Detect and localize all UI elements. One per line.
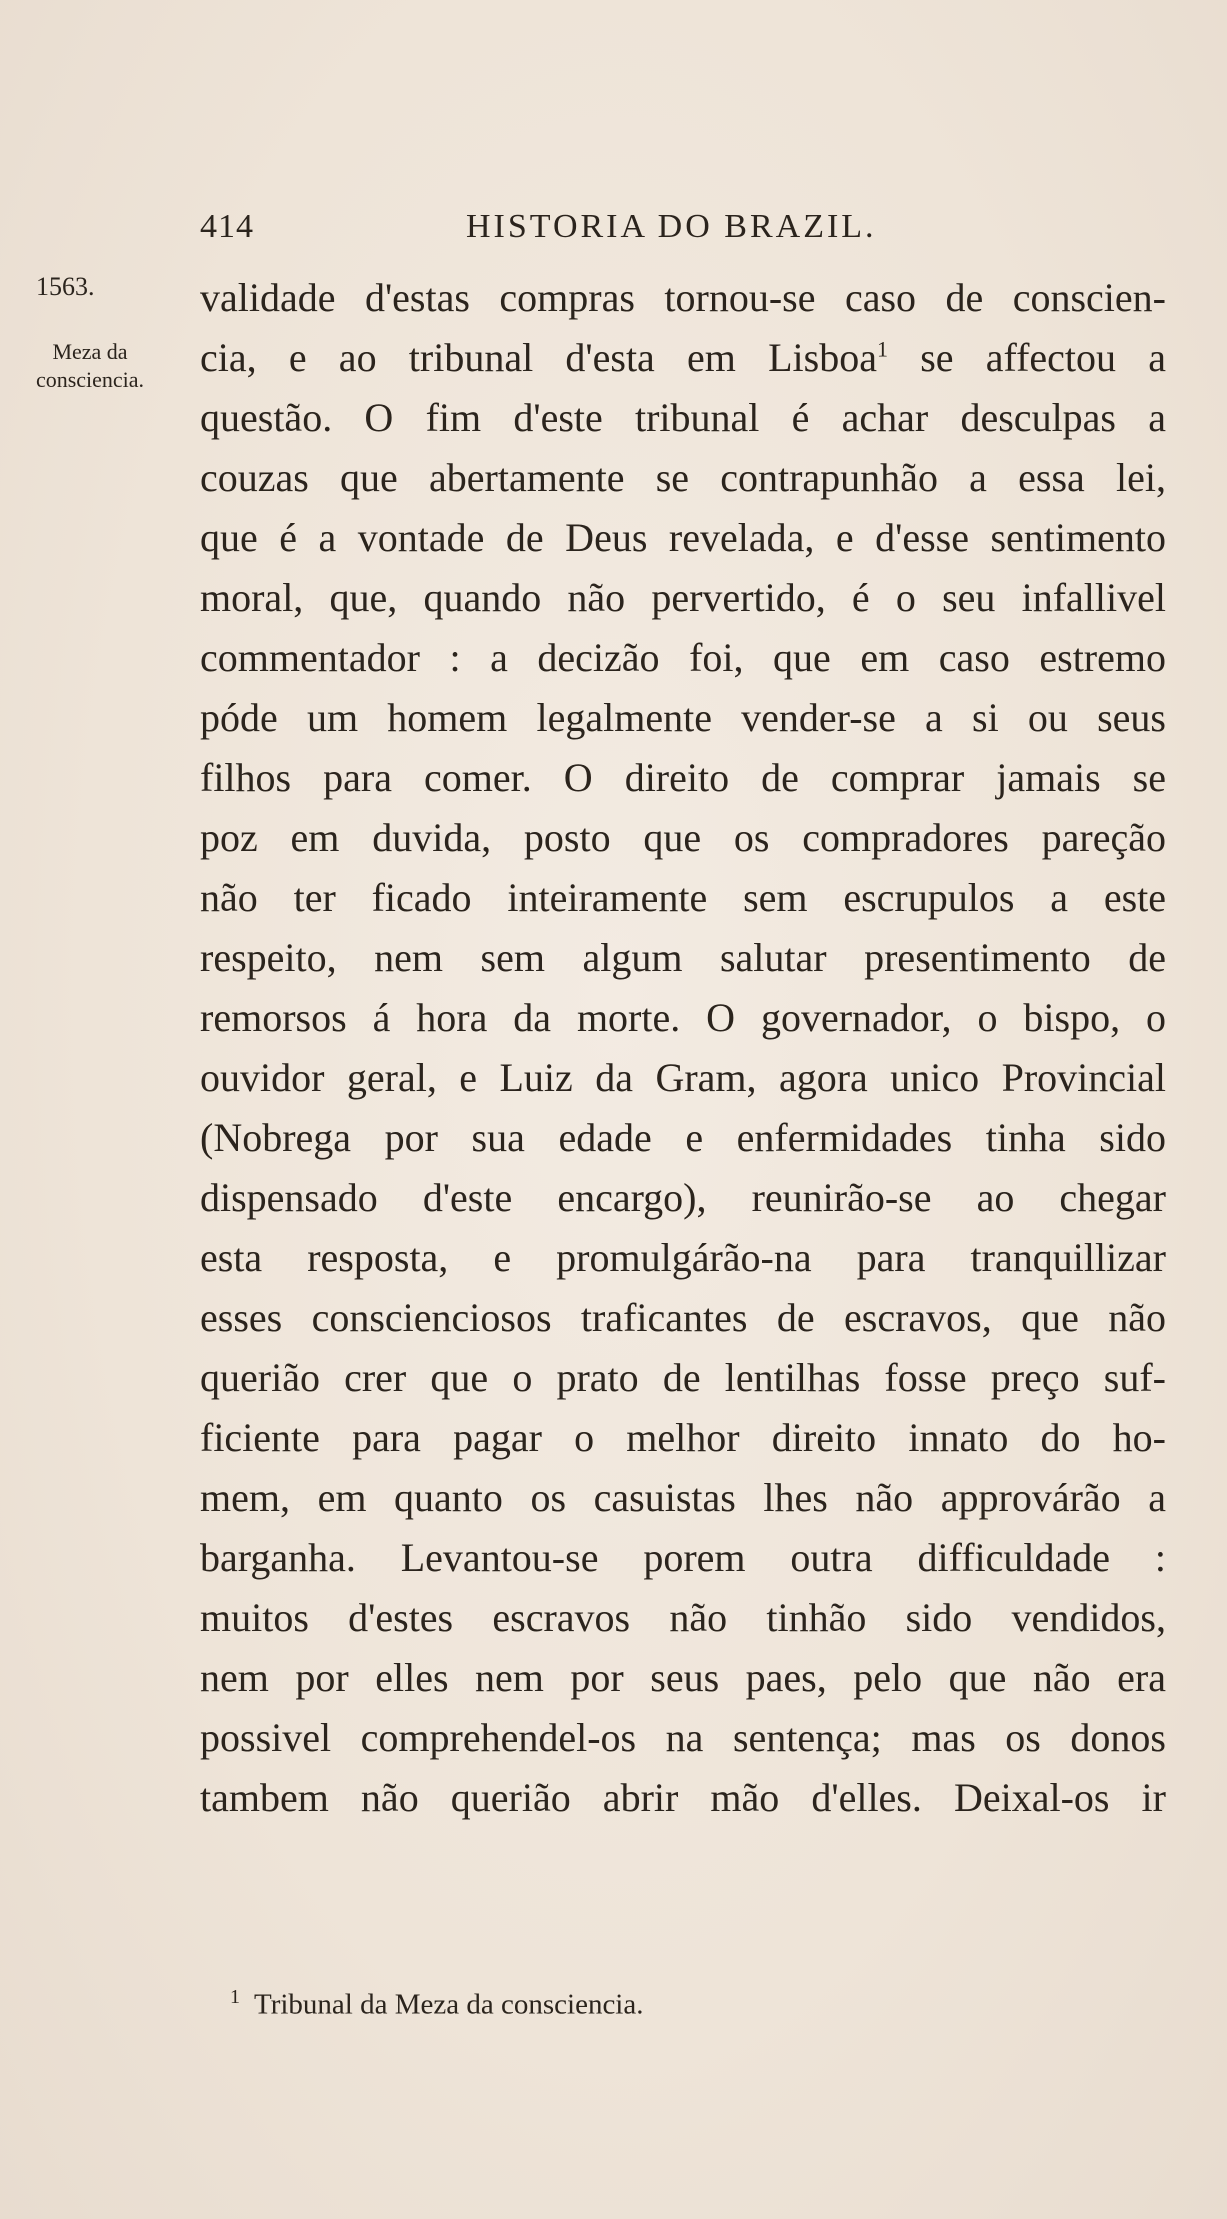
text-line: moral, que, quando não pervertido, é o seu infallivel — [200, 575, 1166, 620]
text-line: questão. O fim d'este tribunal é achar desculpas a — [200, 395, 1166, 440]
body-text — [200, 268, 1166, 1828]
text-line: validade d'estas compras tornou-se caso de conscien- — [200, 275, 1166, 320]
text-line: mem, em quanto os casuistas lhes não approvárão a — [200, 1475, 1166, 1520]
text-line: (Nobrega por sua edade e enfermidades tinha sido — [200, 1115, 1166, 1160]
text-line: esses conscienciosos traficantes de escravos, que não — [200, 1295, 1166, 1340]
text-line: tambem não querião abrir mão d'elles. Deixal-os ir — [200, 1775, 1166, 1820]
text-line: não ter ficado inteiramente sem escrupulos a este — [200, 875, 1166, 920]
text-line: nem por elles nem por seus paes, pelo que não era — [200, 1655, 1166, 1700]
text-line: póde um homem legalmente vender-se a si ou seus — [200, 695, 1166, 740]
text-line: ouvidor geral, e Luiz da Gram, agora unico Provincial — [200, 1055, 1166, 1100]
footnote-reference: 1 — [876, 336, 888, 362]
text-line: que é a vontade de Deus revelada, e d'esse sentimento — [200, 515, 1166, 560]
margin-note-line: consciencia. — [35, 367, 145, 392]
text-line: poz em duvida, posto que os compradores pareção — [200, 815, 1166, 860]
page-number: 414 — [200, 208, 254, 245]
text-line — [200, 328, 1166, 388]
text-line: querião crer que o prato de lentilhas fosse preço suf- — [200, 1355, 1166, 1400]
margin-year: 1563. — [36, 272, 95, 301]
footnote-text: Tribunal da Meza da consciencia. — [254, 1988, 644, 2021]
text-line: filhos para comer. O direito de comprar jamais se — [200, 755, 1166, 800]
text-line-start: cia, e ao tribunal d'esta em Lisboa — [200, 335, 877, 380]
text-line: ficiente para pagar o melhor direito innato do ho- — [200, 1415, 1166, 1460]
text-line: muitos d'estes escravos não tinhão sido vendidos, — [200, 1595, 1166, 1640]
running-title: HISTORIA DO BRAZIL. — [466, 208, 877, 245]
margin-note-line: Meza da — [52, 339, 128, 364]
text-line: dispensado d'este encargo), reunirão-se ao chegar — [200, 1175, 1166, 1220]
text-line: commentador : a decizão foi, que em caso estremo — [200, 635, 1166, 680]
text-line-end: se affectou a — [887, 335, 1166, 380]
text-line: possivel comprehendel-os na sentença; mas os donos — [200, 1715, 1166, 1760]
text-line: esta resposta, e promulgárão-na para tranquillizar — [200, 1235, 1166, 1280]
margin-note — [0, 338, 180, 394]
text-line: respeito, nem sem algum salutar presentimento de — [200, 935, 1166, 980]
footnote — [230, 1986, 644, 2022]
text-line: remorsos á hora da morte. O governador, o bispo, o — [200, 995, 1166, 1040]
footnote-marker: 1 — [230, 1986, 240, 2008]
text-line: barganha. Levantou-se porem outra difficuldade : — [200, 1535, 1166, 1580]
text-line: couzas que abertamente se contrapunhão a essa lei, — [200, 455, 1166, 500]
running-head — [200, 208, 926, 252]
